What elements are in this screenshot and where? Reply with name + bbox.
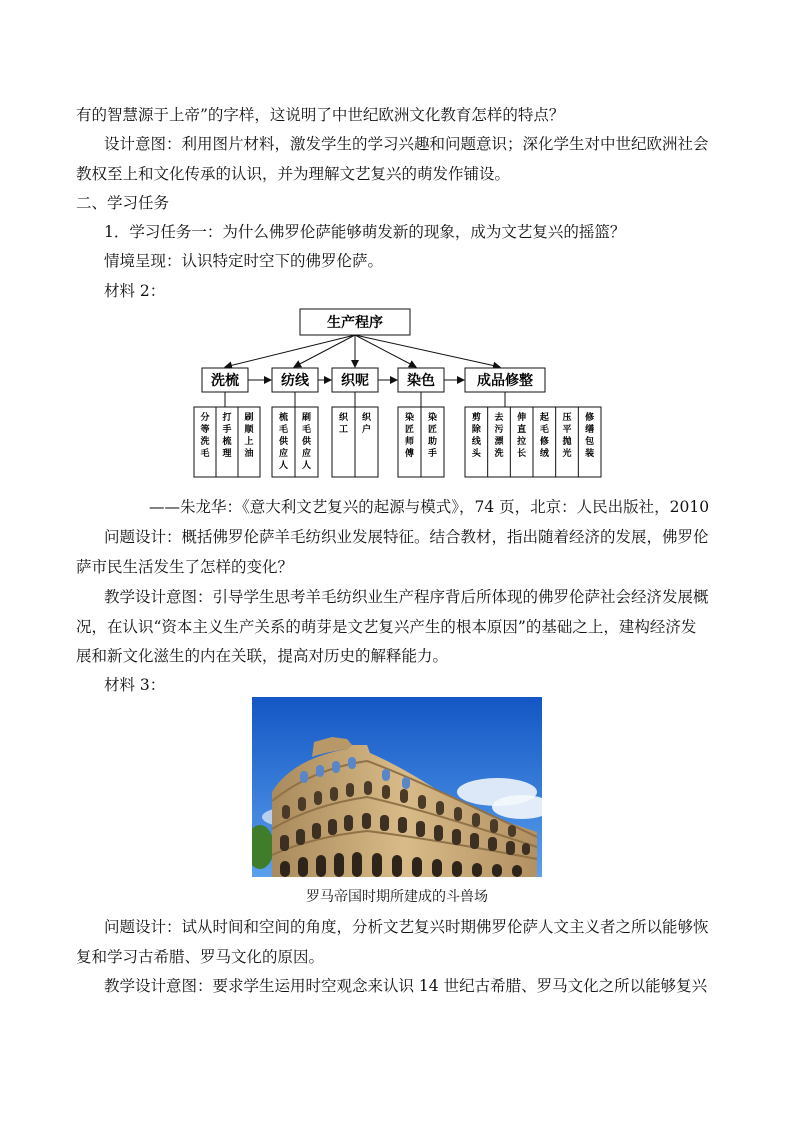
sub-task-label: 起毛修绒 [539,413,549,459]
stage-label: 洗梳 [211,373,239,389]
text-line: 教权至上和文化传承的认识，并为理解文艺复兴的萌发作铺设。 [76,165,511,183]
sub-task-label: 打手梳理 [222,413,232,459]
text-line: 展和新文化滋生的内在关联，提高对历史的解释能力。 [76,647,449,665]
sub-task-label: 分等洗毛 [200,413,210,459]
material-label: 材料 2： [104,282,166,300]
material-label: 材料 3： [104,676,166,694]
sub-task-label: 织工 [338,413,349,435]
sub-task-label: 刷毛供应人 [301,413,312,471]
sub-task-label: 压平抛光 [562,413,572,459]
text-line: 况，在认识“资本主义生产关系的萌芽是文艺复兴产生的根本原因”的基础之上，建构经济发 [76,618,697,636]
arrow [294,335,355,367]
text-line: 教学设计意图：引导学生思考羊毛纺织业生产程序背后所体现的佛罗伦萨社会经济发展概 [104,588,709,606]
stage-label: 染色 [407,373,435,389]
colosseum-photo [252,697,542,877]
sub-task-label: 去污漂洗 [494,413,504,459]
sub-task-label: 伸直拉长 [517,413,527,459]
sub-task-label: 梳毛供应人 [278,413,289,471]
sub-task-label: 剪除线头 [471,413,481,459]
sub-task-label: 刷顺上油 [244,413,254,459]
diagram-title: 生产程序 [327,315,383,331]
arrow [355,335,500,367]
stage-label: 织呢 [341,373,369,389]
citation: ——朱龙华：《意大利文艺复兴的起源与模式》，74 页，北京：人民出版社，2010 [149,498,710,516]
text-line: 复和学习古希腊、罗马文化的原因。 [76,948,325,966]
text-line: 情境呈现：认识特定时空下的佛罗伦萨。 [104,252,384,270]
sub-task-label: 染匠助手 [427,413,438,459]
stage-label: 成品修整 [477,373,533,389]
text-line: 教学设计意图：要求学生运用时空观念来认识 14 世纪古希腊、罗马文化之所以能够复兴 [104,977,708,995]
section-heading: 二、学习任务 [76,194,170,212]
text-line: 萨市民生活发生了怎样的变化？ [76,558,294,576]
arrow [355,335,416,367]
photo-caption: 罗马帝国时期所建成的斗兽场 [306,889,488,905]
sub-task-label: 织户 [361,413,372,435]
text-line: 问题设计：概括佛罗伦萨羊毛纺织业发展特征。结合教材，指出随着经济的发展，佛罗伦 [104,528,709,546]
text-line: 问题设计：试从时间和空间的角度，分析文艺复兴时期佛罗伦萨人文主义者之所以能够恢 [104,918,709,936]
text-line: 有的智慧源于上帝”的字样，这说明了中世纪欧洲文化教育怎样的特点？ [76,106,565,124]
text-line: 设计意图：利用图片材料，激发学生的学习兴趣和问题意识；深化学生对中世纪欧洲社会 [104,135,709,153]
sub-task-label: 修缮包装 [585,413,595,459]
stage-label: 纺线 [281,373,309,389]
sub-task-label: 染匠师傅 [404,413,415,459]
text-line: 1．学习任务一：为什么佛罗伦萨能够萌发新的现象，成为文艺复兴的摇篮？ [104,223,626,241]
arrow [225,335,355,367]
production-process-diagram [190,306,610,482]
